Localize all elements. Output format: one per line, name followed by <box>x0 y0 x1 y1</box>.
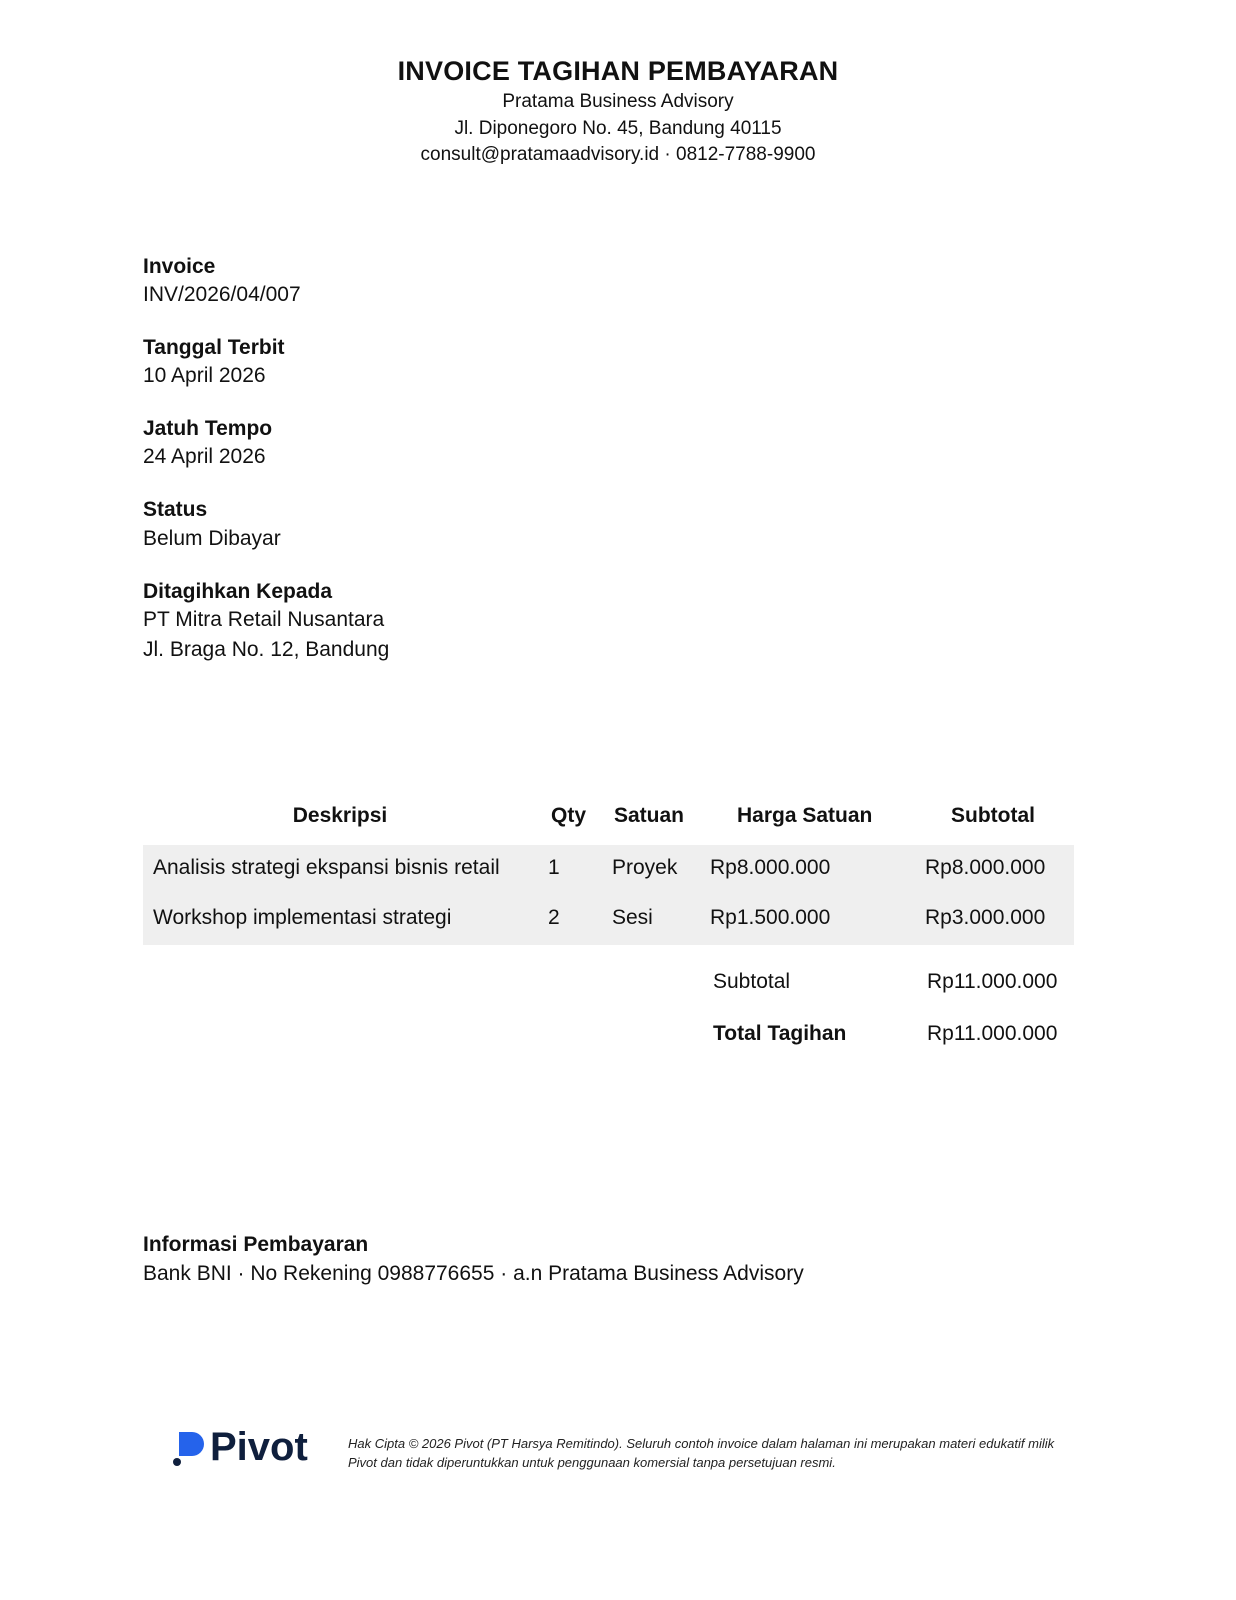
total-value: Rp11.000.000 <box>927 1022 1058 1045</box>
cell-subtotal: Rp3.000.000 <box>925 906 1046 929</box>
cell-qty: 2 <box>548 906 560 929</box>
header-description: Deskripsi <box>292 804 388 827</box>
payment-info-label: Informasi Pembayaran <box>143 1233 369 1256</box>
company-name: Pratama Business Advisory <box>502 91 734 112</box>
invoice-number-label: Invoice <box>143 255 216 278</box>
header-unit-price: Harga Satuan <box>737 804 873 827</box>
cell-description: Analisis strategi ekspansi bisnis retail <box>153 856 500 879</box>
header-unit: Satuan <box>614 804 685 827</box>
payment-info: Bank BNI · No Rekening 0988776655 · a.n Pratama Business Advisory <box>143 1262 804 1285</box>
subtotal-value: Rp11.000.000 <box>927 970 1058 993</box>
total-label: Total Tagihan <box>713 1022 847 1045</box>
cell-unit: Sesi <box>612 906 653 929</box>
due-date-label: Jatuh Tempo <box>143 417 273 440</box>
header-subtotal: Subtotal <box>951 804 1035 827</box>
invoice-number: INV/2026/04/007 <box>143 283 301 306</box>
company-contact: consult@pratamaadvisory.id · 0812-7788-9900 <box>420 144 816 165</box>
company-address: Jl. Diponegoro No. 45, Bandung 40115 <box>454 118 782 139</box>
header-qty: Qty <box>551 804 587 827</box>
pivot-logo <box>172 1425 322 1472</box>
cell-qty: 1 <box>548 856 560 879</box>
issue-date: 10 April 2026 <box>143 364 266 387</box>
copyright-notice: Hak Cipta © 2026 Pivot (PT Harsya Remitindo). Seluruh contoh invoice dalam halaman ini merupakan materi edukatif milik Pivot dan tidak diperuntukkan untuk penggunaan komersial tanpa persetujuan resmi. <box>348 1436 1055 1470</box>
cell-unit-price: Rp1.500.000 <box>710 906 831 929</box>
pivot-logo-text: Pivot <box>210 1425 308 1469</box>
status-label: Status <box>143 498 208 521</box>
due-date: 24 April 2026 <box>143 445 266 468</box>
cell-description: Workshop implementasi strategi <box>153 906 452 929</box>
cell-subtotal: Rp8.000.000 <box>925 856 1046 879</box>
invoice-title: INVOICE TAGIHAN PEMBAYARAN <box>397 56 839 86</box>
bill-to-label: Ditagihkan Kepada <box>143 580 333 603</box>
cell-unit: Proyek <box>612 856 678 879</box>
status-value: Belum Dibayar <box>143 527 281 550</box>
bill-to-name: PT Mitra Retail Nusantara <box>143 608 385 631</box>
bill-to-address: Jl. Braga No. 12, Bandung <box>143 638 390 661</box>
subtotal-label: Subtotal <box>713 970 791 993</box>
cell-unit-price: Rp8.000.000 <box>710 856 831 879</box>
pivot-logo-icon <box>172 1428 208 1472</box>
issue-date-label: Tanggal Terbit <box>143 336 285 359</box>
